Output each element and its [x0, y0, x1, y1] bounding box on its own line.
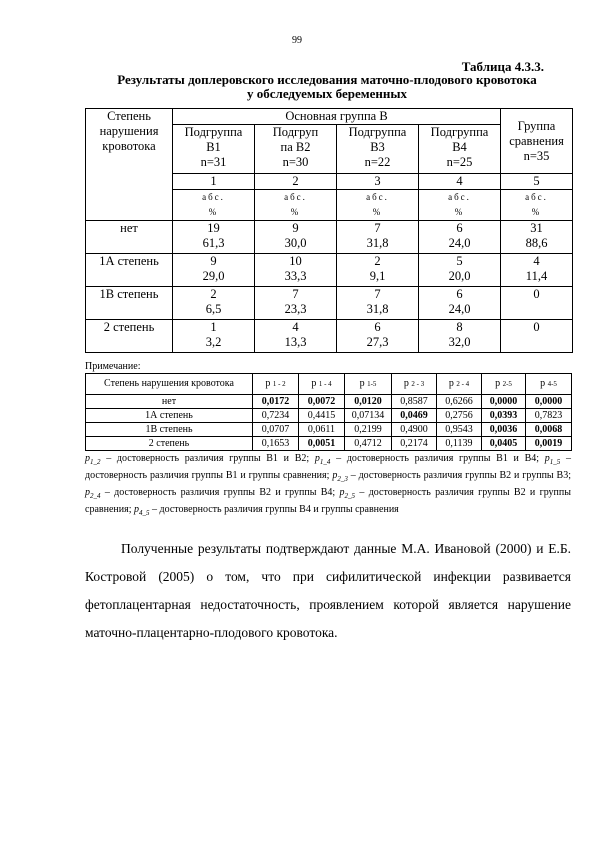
abs-value: 6 [456, 221, 463, 235]
data-cell [337, 254, 419, 287]
unit-pct: % [531, 207, 542, 217]
data-row [86, 221, 573, 254]
pct-value: 33,3 [284, 269, 307, 283]
abs-value: 7 [292, 287, 299, 301]
abs-value: 8 [456, 320, 463, 334]
unit-pct: % [372, 207, 383, 217]
p-table-header-row [86, 374, 572, 395]
p-row-label: 1А степень [86, 409, 253, 423]
abs-value: 0 [533, 287, 540, 301]
data-cell [255, 320, 337, 353]
p-value-table [85, 373, 572, 451]
pct-value: 23,3 [284, 302, 307, 316]
row-label: 2 степень [86, 320, 173, 353]
subgroup-header-cell [337, 125, 419, 174]
subgroup-line: n=22 [364, 155, 391, 169]
abs-value: 7 [374, 287, 381, 301]
abs-value: 1 [210, 320, 217, 334]
p-value-cell: 0,0051 [299, 437, 345, 451]
unit-pct: % [290, 207, 301, 217]
p-symbol: р [448, 378, 454, 389]
subgroup-line: Подгруп [272, 125, 319, 139]
p-value-cell: 0,4415 [299, 409, 345, 423]
subgroup-line: Подгруппа [184, 125, 243, 139]
p-subscript: 1-5 [367, 380, 377, 388]
table-title-line: Результаты доплеровского исследования маточно-плодового кровотока [117, 72, 537, 87]
row-header-line: Степень [107, 109, 151, 123]
p-subscript: 2-5 [502, 380, 512, 388]
subgroup-line: Подгруппа [348, 125, 407, 139]
legend-p-subscript: 1_5 [549, 458, 561, 466]
p-row-label: 2 степень [86, 437, 253, 451]
data-cell [419, 221, 501, 254]
data-cell [255, 254, 337, 287]
p-value-cell: 0,07134 [345, 409, 392, 423]
legend-p-symbol: р [544, 453, 550, 464]
row-header-cell [86, 109, 173, 221]
data-row [86, 320, 573, 353]
p-value-cell: 0,0172 [253, 395, 299, 409]
pct-value: 27,3 [366, 335, 389, 349]
p-value-cell: 0,7823 [526, 409, 572, 423]
pct-value: 11,4 [525, 269, 548, 283]
legend-text: – достоверность различия группы В1 и В2; [100, 453, 315, 464]
p-column-header [526, 374, 572, 395]
unit-cell [255, 190, 337, 221]
p-value-cell: 0,4712 [345, 437, 392, 451]
p-value-cell: 0,7234 [253, 409, 299, 423]
subgroup-line: В1 [206, 140, 221, 154]
p-value-cell: 0,2199 [345, 423, 392, 437]
p-table-header-label: Степень нарушения кровотока [86, 374, 253, 395]
data-cell [173, 287, 255, 320]
pct-value: 24,0 [448, 302, 471, 316]
p-column-header [482, 374, 526, 395]
row-label: нет [86, 221, 173, 254]
pct-value: 13,3 [284, 335, 307, 349]
subgroup-header-cell [501, 109, 573, 174]
column-number: 2 [255, 174, 337, 190]
abs-value: 19 [207, 221, 220, 235]
subgroup-line: па В2 [280, 140, 311, 154]
legend-p-subscript: 2_4 [90, 492, 101, 500]
legend-p-symbol: р [85, 453, 90, 464]
abs-value: 9 [292, 221, 299, 235]
p-column-header [299, 374, 345, 395]
note-label: Примечание: [85, 361, 141, 372]
row-label: 1В степень [86, 287, 173, 320]
data-cell [173, 221, 255, 254]
p-table-row [86, 423, 572, 437]
p-value-cell: 0,0405 [482, 437, 526, 451]
column-number: 3 [337, 174, 419, 190]
pct-value: 31,8 [366, 302, 389, 316]
p-subscript: 1 - 4 [318, 380, 332, 388]
row-header-line: нарушения [99, 124, 159, 138]
abs-value: 6 [374, 320, 381, 334]
legend-text: – достоверность различия группы В4 и группы сравнения [149, 504, 399, 515]
group-header-cell: Основная группа В [173, 109, 501, 125]
subgroup-line: Подгруппа [430, 125, 489, 139]
p-symbol: р [495, 378, 501, 389]
p-symbol: р [403, 378, 409, 389]
data-cell [255, 287, 337, 320]
page-number: 99 [292, 35, 302, 46]
pct-value: 3,2 [205, 335, 222, 349]
subgroup-line: n=35 [523, 148, 550, 163]
p-value-cell: 0,0611 [299, 423, 345, 437]
legend-p-subscript: 1_2 [90, 458, 101, 466]
p-value-cell: 0,0000 [482, 395, 526, 409]
column-number: 5 [501, 174, 573, 190]
p-table-row [86, 437, 572, 451]
legend-p-subscript: 2_5 [344, 492, 356, 500]
p-symbol: р [265, 378, 271, 389]
data-cell [337, 287, 419, 320]
p-subscript: 2 - 3 [411, 380, 425, 388]
legend-p-symbol: р [339, 487, 345, 498]
column-number: 4 [419, 174, 501, 190]
p-symbol: р [359, 378, 365, 389]
data-cell [173, 320, 255, 353]
subgroup-header-cell [173, 125, 255, 174]
data-cell [337, 320, 419, 353]
unit-abs: абс. [366, 192, 389, 202]
pct-value: 32,0 [448, 335, 471, 349]
subgroup-line: n=25 [446, 155, 473, 169]
abs-value: 31 [530, 221, 543, 235]
row-header-line: кровотока [102, 139, 156, 153]
abs-value: 6 [456, 287, 463, 301]
body-paragraph: Полученные результаты подтверждают данные М.А. Ивановой (2000) и Е.Б. Костровой (2005) о том, что при сифилитической инфекции развивается фетоплацентарная недостаточность, проявлением которой является нарушение маточно-плацентарно-плодового кровотока. [85, 541, 571, 640]
data-cell [501, 254, 573, 287]
p-column-header [437, 374, 482, 395]
unit-abs: абс. [202, 192, 225, 202]
p-value-cell: 0,0036 [482, 423, 526, 437]
p-value-cell: 0,0000 [526, 395, 572, 409]
p-value-cell: 0,0072 [299, 395, 345, 409]
legend-p-symbol: р [85, 487, 90, 498]
data-cell [419, 320, 501, 353]
p-table-row [86, 409, 572, 423]
data-cell [337, 221, 419, 254]
legend-text: – достоверность различия группы В1 и В4; [330, 453, 545, 464]
p-value-cell: 0,2756 [437, 409, 482, 423]
p-value-cell: 0,0707 [253, 423, 299, 437]
legend-text: – достоверность различия группы В1 и группы сравнения; [85, 453, 571, 481]
pct-value: 30,0 [284, 236, 307, 250]
p-value-cell: 0,1653 [253, 437, 299, 451]
p-symbol: р [540, 378, 546, 389]
pct-value: 29,0 [202, 269, 225, 283]
data-cell [501, 221, 573, 254]
unit-cell [173, 190, 255, 221]
pct-value: 61,3 [202, 236, 225, 250]
p-row-label: нет [86, 395, 253, 409]
p-value-cell: 0,0393 [482, 409, 526, 423]
abs-value: 0 [533, 320, 540, 334]
p-value-cell: 0,4900 [392, 423, 437, 437]
p-value-cell: 0,1139 [437, 437, 482, 451]
unit-pct: % [454, 207, 465, 217]
pct-value: 88,6 [525, 236, 548, 250]
pct-value: 24,0 [448, 236, 471, 250]
data-cell [501, 287, 573, 320]
pct-value: 20,0 [448, 269, 471, 283]
data-cell [173, 254, 255, 287]
p-column-header [345, 374, 392, 395]
data-cell [419, 287, 501, 320]
legend-text: – достоверность различия группы В2 и группы В3; [347, 470, 571, 481]
legend-p-symbol: р [133, 504, 139, 515]
table-title [60, 73, 594, 101]
abs-value: 9 [210, 254, 217, 268]
data-row [86, 254, 573, 287]
p-subscript: 4-5 [547, 380, 557, 388]
unit-cell [419, 190, 501, 221]
p-value-cell: 0,8587 [392, 395, 437, 409]
unit-cell [501, 190, 573, 221]
unit-cell [337, 190, 419, 221]
legend-p-symbol: р [314, 453, 320, 464]
abs-value: 2 [374, 254, 381, 268]
data-cell [501, 320, 573, 353]
column-number: 1 [173, 174, 255, 190]
abs-value: 2 [210, 287, 217, 301]
p-subscript: 1 - 2 [272, 380, 286, 388]
data-cell [419, 254, 501, 287]
main-table [85, 108, 573, 353]
p-value-cell: 0,0120 [345, 395, 392, 409]
abs-value: 10 [289, 254, 302, 268]
legend-text: – достоверность различия группы В2 и группы В4; [100, 487, 340, 498]
p-value-cell: 0,9543 [437, 423, 482, 437]
unit-abs: абс. [448, 192, 471, 202]
p-value-cell: 0,6266 [437, 395, 482, 409]
p-table-row [86, 395, 572, 409]
legend-p-subscript: 2_3 [337, 475, 348, 483]
row-label: 1А степень [86, 254, 173, 287]
p-symbol: р [311, 378, 317, 389]
unit-abs: абс. [284, 192, 307, 202]
legend-p-subscript: 1_4 [319, 458, 331, 466]
p-subscript: 2 - 4 [456, 380, 470, 388]
abs-value: 4 [292, 320, 299, 334]
data-row [86, 287, 573, 320]
unit-pct: % [208, 207, 219, 217]
p-value-cell: 0,0469 [392, 409, 437, 423]
subgroup-line: В3 [370, 140, 385, 154]
p-row-label: 1В степень [86, 423, 253, 437]
pct-value: 31,8 [366, 236, 389, 250]
data-cell [255, 221, 337, 254]
legend-p-symbol: р [332, 470, 338, 481]
abs-value: 7 [374, 221, 381, 235]
p-value-cell: 0,2174 [392, 437, 437, 451]
p-legend [85, 452, 571, 520]
subgroup-line: В4 [452, 140, 467, 154]
subgroup-line: n=31 [200, 155, 227, 169]
unit-abs: абс. [525, 192, 548, 202]
abs-value: 4 [533, 254, 540, 268]
p-column-header [253, 374, 299, 395]
subgroup-line: Группа [517, 118, 556, 133]
p-value-cell: 0,0068 [526, 423, 572, 437]
legend-p-subscript: 4_5 [138, 509, 150, 517]
subgroup-header-cell [419, 125, 501, 174]
p-column-header [392, 374, 437, 395]
table-title-line: у обследуемых беременных [247, 86, 407, 101]
pct-value: 6,5 [205, 302, 222, 316]
subgroup-line: сравнения [509, 133, 564, 148]
abs-value: 5 [456, 254, 463, 268]
p-value-cell: 0,0019 [526, 437, 572, 451]
subgroup-header-cell [255, 125, 337, 174]
subgroup-line: n=30 [282, 155, 309, 169]
pct-value: 9,1 [369, 269, 386, 283]
legend-text: – достоверность различия группы В2 и группы сравнения; [85, 487, 571, 515]
table-label: Таблица 4.3.3. [461, 59, 544, 74]
